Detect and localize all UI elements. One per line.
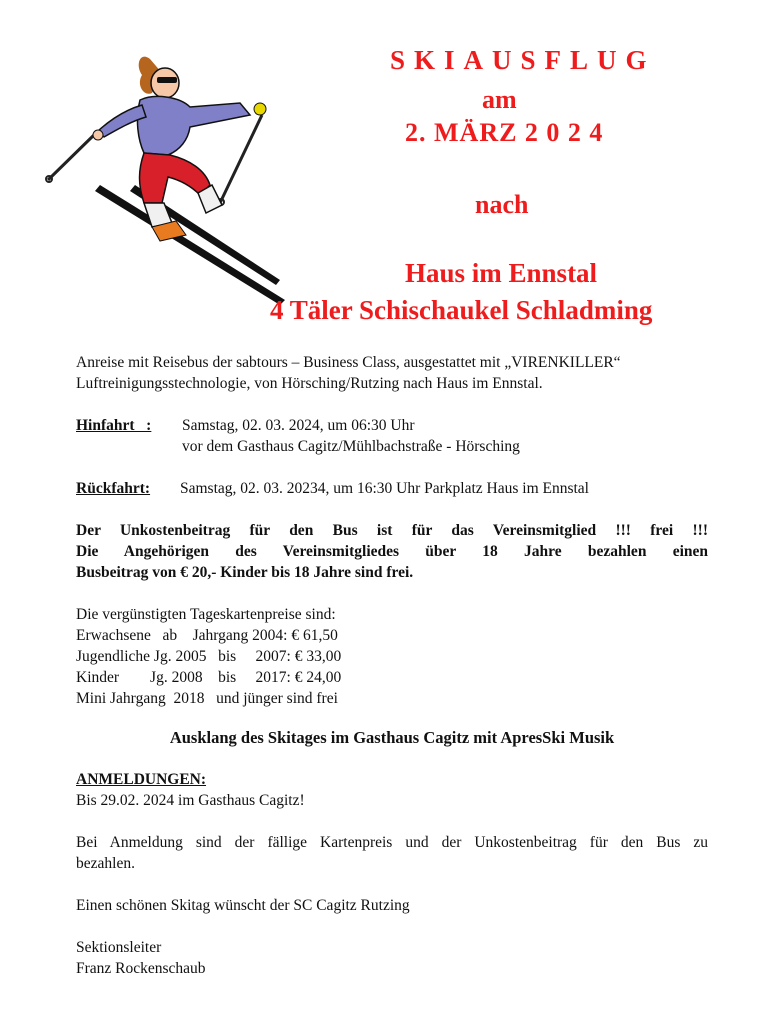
signature-name: Franz Rockenschaub — [76, 960, 206, 977]
hinfahrt-line-2: vor dem Gasthaus Cagitz/Mühlbachstraße - Hörsching — [182, 438, 520, 455]
title-ski-area: 4 Täler Schischaukel Schladming — [270, 295, 653, 325]
hinfahrt-line-1: Samstag, 02. 03. 2024, um 06:30 Uhr — [182, 417, 415, 434]
hinfahrt-row — [76, 415, 708, 436]
price-row-youth: Jugendliche Jg. 2005 bis 2007: € 33,00 — [76, 648, 342, 665]
rueckfahrt-label: Rückfahrt: — [76, 480, 151, 497]
price-row-adults: Erwachsene ab Jahrgang 2004: € 61,50 — [76, 627, 338, 644]
title-am: am — [482, 85, 517, 114]
prices-heading: Die vergünstigten Tageskartenpreise sind: — [76, 606, 336, 623]
payment-line-1: Bei Anmeldung sind der fällige Kartenpreis und der Unkostenbeitrag für den Bus zu — [76, 834, 708, 851]
greeting: Einen schönen Skitag wünscht der SC Cagitz Rutzing — [76, 897, 410, 914]
price-row-children: Kinder Jg. 2008 bis 2017: € 24,00 — [76, 669, 342, 686]
anmeldung-heading: ANMELDUNGEN: — [76, 771, 207, 788]
title-date: 2. MÄRZ 2 0 2 4 — [405, 118, 604, 147]
title-skiausflug: SKIAUSFLUG — [390, 45, 656, 75]
title-nach: nach — [475, 190, 529, 219]
hinfahrt-label: Hinfahrt : — [76, 417, 152, 434]
title-destination: Haus im Ennstal — [405, 258, 598, 288]
rueckfahrt-row — [76, 478, 708, 499]
intro-line-2: Luftreinigungsstechnologie, von Hörsching/Rutzing nach Haus im Ennstal. — [76, 375, 543, 392]
unkosten-line-1: Der Unkostenbeitrag für den Bus ist für das Vereinsmitglied !!! frei !!! — [76, 522, 708, 539]
skier-illustration — [40, 45, 300, 310]
unkosten-line-3: Busbeitrag von € 20,- Kinder bis 18 Jahre sind frei. — [76, 564, 414, 581]
payment-line-2: bezahlen. — [76, 855, 135, 872]
unkosten-line-2: Die Angehörigen des Vereinsmitgliedes über 18 Jahre bezahlen einen — [76, 543, 708, 560]
flyer-body — [76, 352, 708, 979]
rueckfahrt-text: Samstag, 02. 03. 20234, um 16:30 Uhr Parkplatz Haus im Ennstal — [180, 480, 589, 497]
intro-line-1: Anreise mit Reisebus der sabtours – Business Class, ausgestattet mit „VIRENKILLER“ — [76, 354, 621, 371]
ausklang-line: Ausklang des Skitages im Gasthaus Cagitz mit ApresSki Musik — [169, 728, 615, 747]
price-row-mini: Mini Jahrgang 2018 und jünger sind frei — [76, 690, 338, 707]
signature-role: Sektionsleiter — [76, 939, 162, 956]
anmeldung-text: Bis 29.02. 2024 im Gasthaus Cagitz! — [76, 792, 305, 809]
